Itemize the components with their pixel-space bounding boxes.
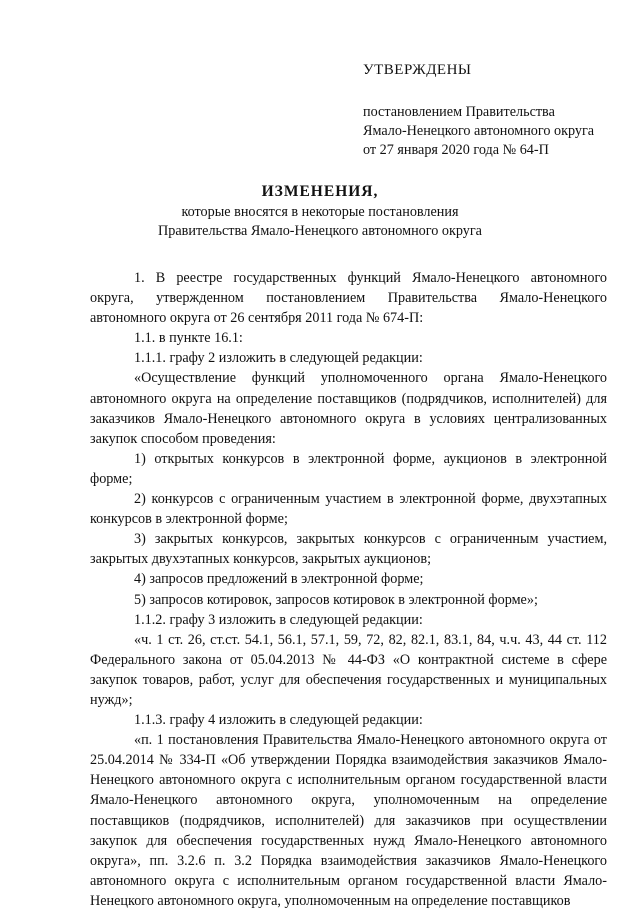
- document-body: [90, 268, 607, 911]
- paragraph: 1.1.2. графу 3 изложить в следующей редакции:: [134, 611, 423, 628]
- paragraph: 1.1.3. графу 4 изложить в следующей редакции:: [134, 712, 423, 729]
- approval-line: от 27 января 2020 года № 64-П: [363, 142, 549, 158]
- paragraph: «ч. 1 ст. 26, ст.ст. 54.1, 56.1, 57.1, 59, 72, 82, 82.1, 83.1, 84, ч.ч. 43, 44 ст. 112 Федерального закона от 05.04.2013 № 44-ФЗ «О контрактной системе в сфере закупок товаров, работ, услуг для обеспечения государственных и муниципальных нужд»;: [90, 631, 607, 708]
- approval-line: Ямало-Ненецкого автономного округа: [363, 123, 595, 139]
- paragraph: 4) запросов предложений в электронной форме;: [134, 571, 424, 588]
- approval-stamp: [363, 62, 623, 160]
- approval-line: постановлением Правительства: [363, 104, 555, 120]
- paragraph: 3) закрытых конкурсов, закрытых конкурсов с ограниченным участием, закрытых двухэтапных конкурсов, закрытых аукционов;: [90, 531, 607, 568]
- paragraph: 5) запросов котировок, запросов котировок в электронной форме»;: [134, 591, 538, 608]
- paragraph: 2) конкурсов с ограниченным участием в электронной форме, двухэтапных конкурсов в электронной форме;: [90, 491, 607, 528]
- paragraph: 1.1.1. графу 2 изложить в следующей редакции:: [134, 350, 423, 367]
- title-subtitle: Правительства Ямало-Ненецкого автономного округа: [158, 223, 482, 239]
- paragraph: «п. 1 постановления Правительства Ямало-Ненецкого автономного округа от 25.04.2014 № 334-П «Об утверждении Порядка взаимодействия заказчиков Ямало-Ненецкого автономного округа с исполнительным органом государственной власти Ямало-Ненецкого автономного округа, уполномоченным на определение поставщиков (подрядчиков, исполнителей) для заказчиков при осуществлении закупок для обеспечения государственных нужд Ямало-Ненецкого автономного округа», пп. 3.2.6 п. 3.2 Порядка взаимодействия заказчиков Ямало-Ненецкого автономного округа с исполнительным органом государственной власти Ямало-Ненецкого автономного округа, уполномоченным на определение поставщиков: [90, 732, 607, 909]
- document-title: [0, 183, 640, 241]
- paragraph: 1) открытых конкурсов в электронной форме, аукционов в электронной форме;: [90, 450, 607, 487]
- title-subtitle: которые вносятся в некоторые постановления: [181, 204, 459, 220]
- paragraph: «Осуществление функций уполномоченного органа Ямало-Ненецкого автономного округа на определение поставщиков (подрядчиков, исполнителей) для заказчиков Ямало-Ненецкого автономного округа в условиях централизованных закупок способом проведения:: [90, 370, 607, 447]
- title-main: ИЗМЕНЕНИЯ,: [261, 183, 379, 200]
- paragraph: 1.1. в пункте 16.1:: [134, 330, 243, 347]
- approval-heading: УТВЕРЖДЕНЫ: [363, 62, 472, 78]
- paragraph: 1. В реестре государственных функций Ямало-Ненецкого автономного округа, утвержденном постановлением Правительства Ямало-Ненецкого автономного округа от 26 сентября 2011 года № 674-П:: [90, 270, 607, 327]
